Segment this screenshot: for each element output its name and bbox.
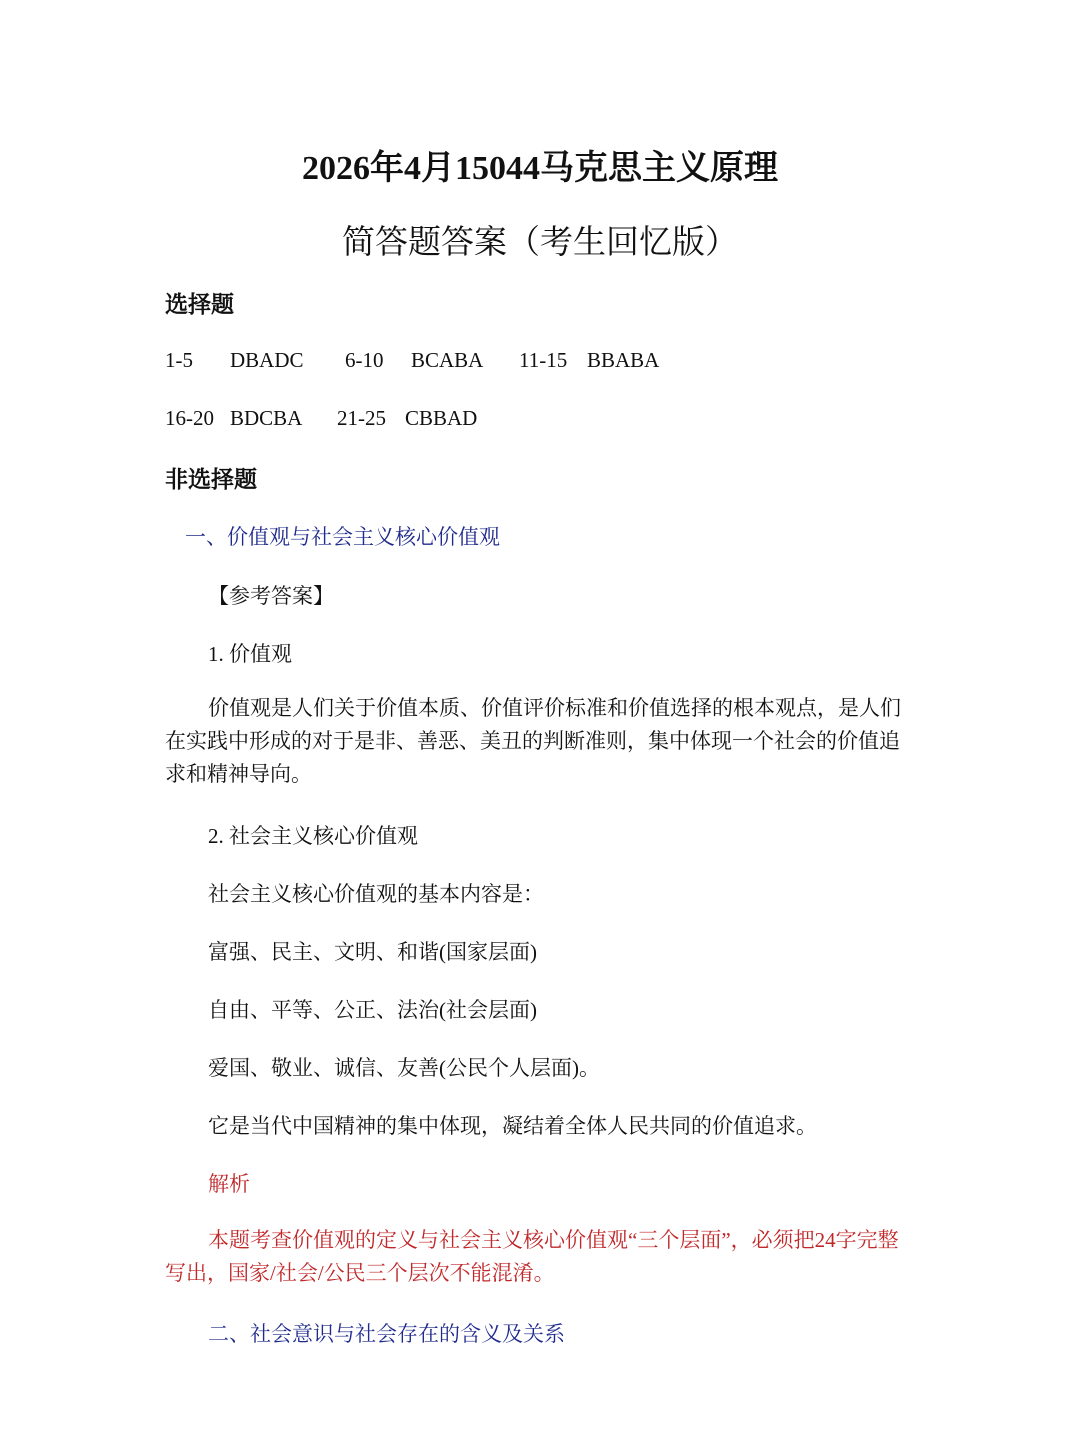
- item-2-intro: 社会主义核心价值观的基本内容是：: [208, 882, 544, 906]
- multiple-choice-heading: 选择题: [165, 292, 234, 317]
- item-2-summary: 它是当代中国精神的集中体现，凝结着全体人民共同的价值追求。: [208, 1114, 817, 1138]
- answer-letters: BBABA: [587, 348, 660, 372]
- analysis-label: 解析: [208, 1172, 250, 1196]
- document-title: 2026年4月15044马克思主义原理: [302, 150, 778, 187]
- reference-answer-label: 【参考答案】: [208, 584, 334, 608]
- question-1-title: 一、价值观与社会主义核心价值观: [185, 525, 500, 549]
- document-subtitle: 简答题答案（考生回忆版）: [342, 225, 738, 261]
- value-level-citizen: 爱国、敬业、诚信、友善(公民个人层面)。: [208, 1056, 600, 1080]
- non-choice-heading: 非选择题: [165, 467, 257, 492]
- answer-letters: BDCBA: [230, 406, 303, 430]
- item-1-body: 价值观是人们关于价值本质、价值评价标准和价值选择的根本观点，是人们在实践中形成的对于是非、善恶、美丑的判断准则，集中体现一个社会的价值追求和精神导向。: [165, 696, 901, 786]
- answer-range: 16-20: [165, 406, 214, 430]
- value-level-national: 富强、民主、文明、和谐(国家层面): [208, 940, 537, 964]
- analysis-body: 本题考查价值观的定义与社会主义核心价值观“三个层面”，必须把24字完整写出，国家/社会/公民三个层次不能混淆。: [165, 1228, 899, 1285]
- answer-letters: CBBAD: [405, 406, 478, 430]
- answer-letters: BCABA: [411, 348, 484, 372]
- answer-letters: DBADC: [230, 348, 304, 372]
- question-2-title: 二、社会意识与社会存在的含义及关系: [208, 1322, 565, 1346]
- answer-range: 1-5: [165, 348, 193, 372]
- item-2-title: 2. 社会主义核心价值观: [208, 824, 418, 848]
- answer-range: 11-15: [519, 348, 568, 372]
- value-level-social: 自由、平等、公正、法治(社会层面): [208, 998, 537, 1022]
- answer-range: 6-10: [345, 348, 384, 372]
- answer-range: 21-25: [337, 406, 386, 430]
- item-1-title: 1. 价值观: [208, 642, 292, 666]
